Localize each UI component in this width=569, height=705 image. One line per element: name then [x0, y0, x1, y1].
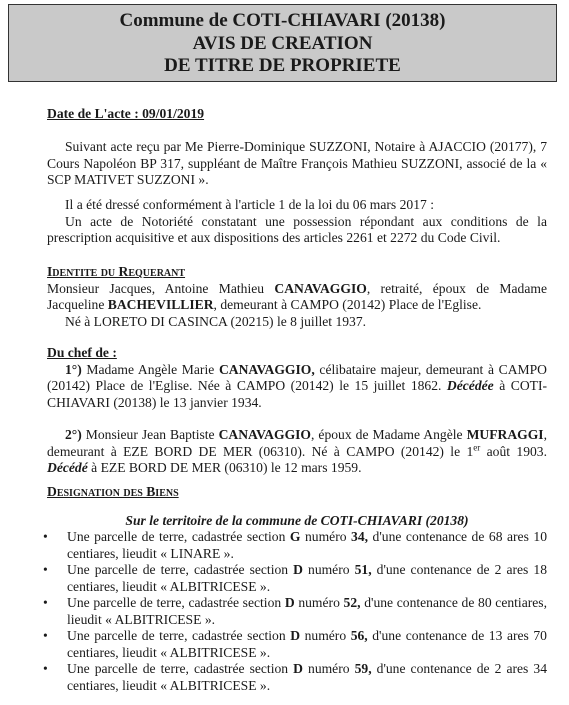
deceased-name-2: CANAVAGGIO — [218, 427, 312, 442]
title-avis: AVIS DE CREATION — [192, 32, 373, 54]
intro-text: Suivant acte reçu par Me Pierre-Dominique SUZZONI, Notaire à AJACCIO (20177), 7 Cours Napoléon BP 317, suppléant de Maître François Mathieu SUZZONI, associé de la « SCP MATIVET SUZZONI ». — [47, 139, 547, 187]
list-item: • Une parcelle de terre, cadastrée section D numéro 59, d'une contenance de 2 ares 34 centiares, lieudit « ALBITRICESE ». — [53, 661, 547, 694]
biens-section — [47, 484, 547, 694]
date-acte: Date de L'acte : 09/01/2019 — [47, 106, 205, 121]
chef-item-2: 2°) Monsieur Jean Baptiste CANAVAGGIO, époux de Madame Angèle MUFRAGGI, demeurant à EZE BORD DE MER (06310). Né à CAMPO (20142) le 1er août 1903. Décédé à EZE BORD DE MER (06310) le 12 mars 1959. — [47, 427, 547, 475]
date-acte-section — [47, 106, 547, 123]
requerant-section — [47, 264, 547, 330]
parcel-list — [53, 529, 547, 694]
requerant-text: Monsieur Jacques, Antoine Mathieu CANAVAGGIO, retraité, époux de Madame Jacqueline BACHEVILLIER, demeurant à CAMPO (20142) Place de l'Eglise. — [47, 280, 547, 312]
chef-heading: Du chef de : — [47, 345, 117, 360]
list-item: • Une parcelle de terre, cadastrée section D numéro 51, d'une contenance de 2 ares 18 centiares, lieudit « ALBITRICESE ». — [53, 562, 547, 595]
spouse-name-2: MUFRAGGI — [466, 427, 544, 442]
title-titre: DE TITRE DE PROPRIETE — [164, 55, 401, 76]
intro-paragraph — [47, 139, 547, 189]
chef-section — [47, 345, 547, 477]
spouse-name: BACHEVILLIER — [107, 297, 214, 312]
requerant-name: CANAVAGGIO — [274, 280, 367, 296]
chef-item-1: 1°) Madame Angèle Marie CANAVAGGIO, célibataire majeur, demeurant à CAMPO (20142) Place de l'Eglise. Née à CAMPO (20142) le 15 juillet 1862. Décédée à COTI-CHIAVARI (20138) le 13 janvier 1934. — [47, 361, 547, 410]
list-item: • Une parcelle de terre, cadastrée section D numéro 56, d'une contenance de 13 ares 70 centiares, lieudit « ALBITRICESE ». — [53, 628, 547, 661]
list-item: • Une parcelle de terre, cadastrée section G numéro 34, d'une contenance de 68 ares 10 centiares, lieudit « LINARE ». — [53, 529, 547, 562]
biens-heading: Designation des Biens — [47, 484, 179, 499]
deceased-name-1: CANAVAGGIO, — [218, 361, 315, 377]
article-paragraph — [47, 197, 547, 247]
list-item: • Une parcelle de terre, cadastrée section D numéro 52, d'une contenance de 80 centiares, lieudit « ALBITRICESE ». — [53, 595, 547, 628]
article-text: Il a été dressé conformément à l'article 1 de la loi du 06 mars 2017 : — [65, 197, 434, 212]
title-commune: Commune de COTI-CHIAVARI (20138) — [119, 10, 446, 31]
territory-line: Sur le territoire de la commune de COTI-CHIAVARI (20138) — [125, 512, 469, 528]
requerant-birth: Né à LORETO DI CASINCA (20215) le 8 juillet 1937. — [65, 313, 367, 329]
title-banner — [8, 4, 557, 82]
requerant-heading: Identite du Requerant — [47, 264, 186, 279]
notoriete-text: Un acte de Notoriété constatant une possession répondant aux conditions de la prescription acquisitive et aux dispositions des articles 2261 et 2272 du Code Civil. — [47, 213, 547, 245]
